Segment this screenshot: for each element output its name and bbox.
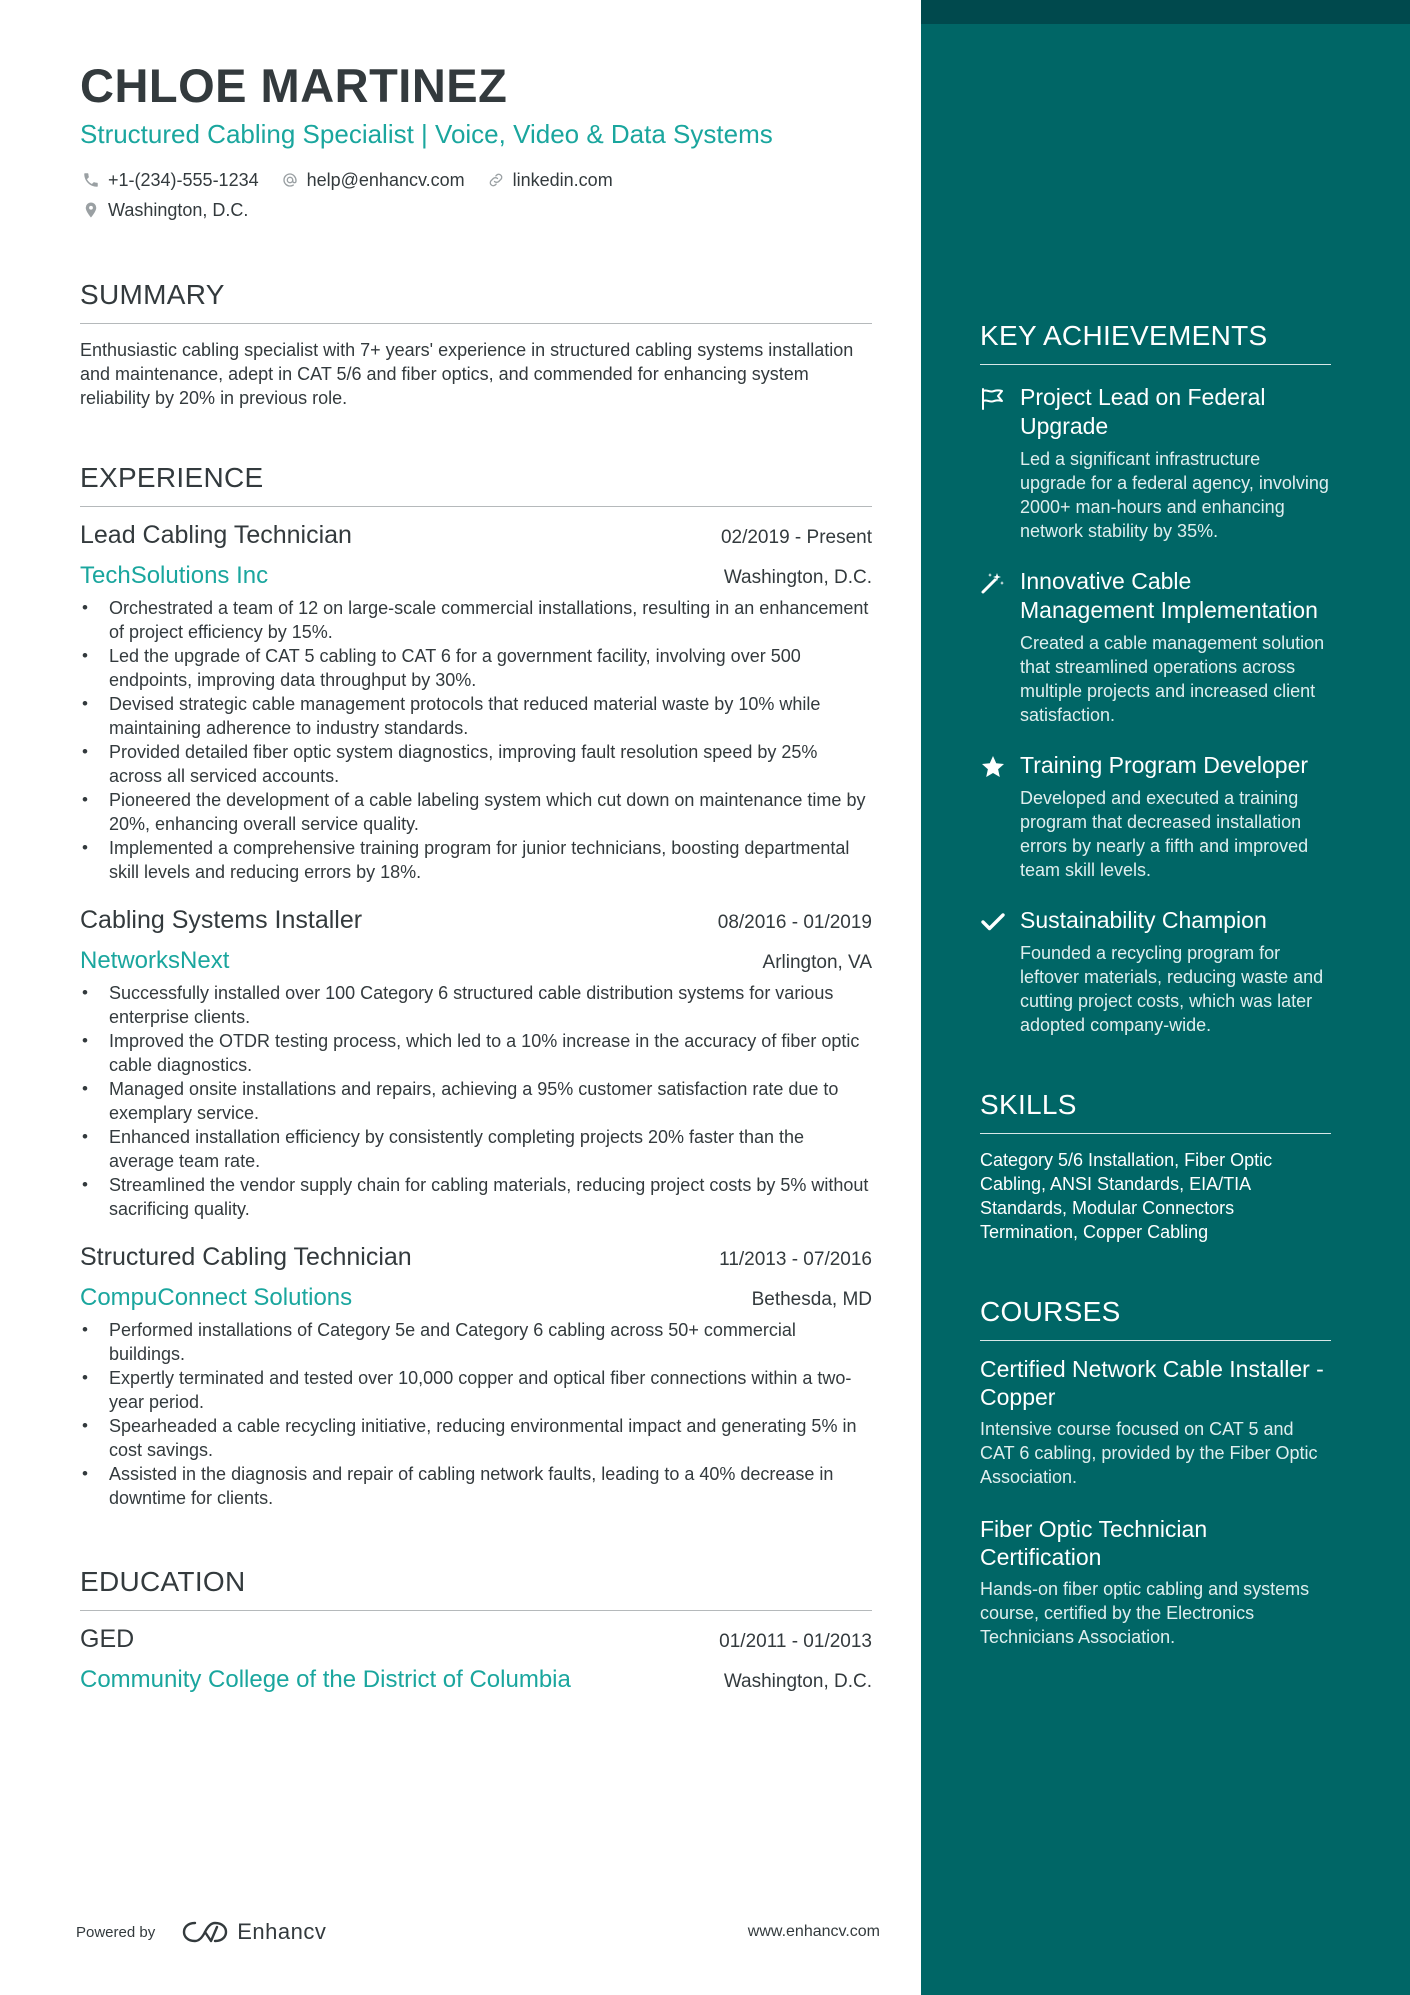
experience-section [80, 462, 872, 1510]
skills-text: Category 5/6 Installation, Fiber Optic Cabling, ANSI Standards, EIA/TIA Standards, Modular Connectors Termination, Copper Cabling [980, 1150, 1273, 1242]
job-bullet: • Assisted in the diagnosis and repair of cabling network faults, leading to a 40% decrease in downtime for clients. [80, 1462, 872, 1510]
enhancv-brand: Enhancv [237, 1919, 327, 1944]
location-pin-icon [80, 199, 102, 221]
course-title: Fiber Optic Technician Certification [980, 1516, 1208, 1570]
achievements-section [980, 320, 1331, 1037]
contact-phone [80, 169, 259, 191]
link-text: linkedin.com [512, 169, 613, 190]
candidate-name: CHLOE MARTINEZ [80, 59, 508, 112]
contact-info [80, 165, 872, 225]
job-bullet: • Enhanced installation efficiency by consistently completing projects 20% faster than the average team rate. [80, 1125, 872, 1173]
achievement-desc: Founded a recycling program for leftover materials, reducing waste and cutting project costs, which was later adopted company-wide. [1020, 943, 1324, 1035]
summary-heading: SUMMARY [80, 279, 872, 324]
job-company: TechSolutions Inc [80, 562, 269, 590]
job-role: Cabling Systems Installer [80, 906, 363, 935]
education-school: Community College of the District of Columbia [80, 1666, 571, 1694]
job-bullet: • Orchestrated a team of 12 on large-scale commercial installations, resulting in an enhancement of project efficiency by 15%. [80, 596, 872, 644]
job-bullet: • Managed onsite installations and repairs, achieving a 95% customer satisfaction rate due to exemplary service. [80, 1077, 872, 1125]
job-location: Arlington, VA [762, 952, 872, 974]
contact-email[interactable] [279, 169, 465, 191]
job-company: NetworksNext [80, 947, 230, 975]
contact-link[interactable] [485, 169, 613, 191]
job-role: Lead Cabling Technician [80, 521, 352, 550]
job-bullet: • Successfully installed over 100 Category 6 structured cable distribution systems for various enterprise clients. [80, 981, 872, 1029]
course-desc: Intensive course focused on CAT 5 and CAT 6 cabling, provided by the Fiber Optic Association. [980, 1419, 1318, 1487]
website-link[interactable]: www.enhancv.com [747, 1923, 880, 1940]
courses-section [980, 1296, 1331, 1649]
phone-text: +1-(234)-555-1234 [108, 169, 259, 190]
candidate-headline: Structured Cabling Specialist | Voice, Video & Data Systems [80, 119, 773, 150]
sidebar-top-band [921, 0, 1410, 24]
star-icon [980, 751, 1020, 882]
footer [76, 1912, 880, 1952]
job-bullet: • Expertly terminated and tested over 10,000 copper and optical fiber connections within a two-year period. [80, 1366, 872, 1414]
enhancv-logo-icon [181, 1919, 229, 1945]
job-bullet: • Devised strategic cable management protocols that reduced material waste by 10% while maintaining adherence to industry standards. [80, 692, 872, 740]
experience-heading: EXPERIENCE [80, 462, 872, 507]
link-icon [485, 169, 507, 191]
education-degree: GED [80, 1625, 135, 1654]
job-bullet: • Performed installations of Category 5e and Category 6 cabling across 50+ commercial buildings. [80, 1318, 872, 1366]
achievements-heading: KEY ACHIEVEMENTS [980, 320, 1331, 365]
achievement-title: Sustainability Champion [1020, 907, 1267, 933]
course-item [980, 1515, 1331, 1649]
powered-by-text: Powered by [76, 1923, 156, 1941]
job-bullets [80, 596, 872, 884]
job-bullet: • Led the upgrade of CAT 5 cabling to CAT 6 for a government facility, involving over 500 endpoints, improving data throughput by 30%. [80, 644, 872, 692]
job-bullet: • Improved the OTDR testing process, which led to a 10% increase in the accuracy of fiber optic cable diagnostics. [80, 1029, 872, 1077]
achievement-item [980, 567, 1331, 727]
email-text: help@enhancv.com [306, 169, 465, 190]
enhancv-logo[interactable] [181, 1919, 326, 1945]
job-bullets [80, 1318, 872, 1510]
courses-heading: COURSES [980, 1296, 1331, 1341]
achievement-title: Innovative Cable Management Implementation [1020, 568, 1318, 623]
education-section [80, 1566, 872, 1694]
education-dates: 01/2011 - 01/2013 [719, 1631, 872, 1653]
skills-heading: SKILLS [980, 1089, 1331, 1134]
achievement-desc: Created a cable management solution that streamlined operations across multiple projects and increased client satisfaction. [1020, 633, 1325, 725]
course-item [980, 1355, 1331, 1489]
job-location: Washington, D.C. [723, 567, 872, 589]
main-column [80, 58, 872, 1694]
job-bullets [80, 981, 872, 1221]
phone-icon [80, 169, 102, 191]
sidebar-content [980, 320, 1331, 1649]
summary-section [80, 279, 872, 410]
job-entry [80, 906, 872, 1221]
achievement-desc: Developed and executed a training program that decreased installation errors by nearly a fifth and improved team skill levels. [1020, 788, 1309, 880]
location-text: Washington, D.C. [108, 199, 249, 220]
education-entry [80, 1625, 872, 1694]
job-bullet: • Pioneered the development of a cable labeling system which cut down on maintenance time by 20%, enhancing overall service quality. [80, 788, 872, 836]
checkmark-icon [980, 906, 1020, 1037]
achievement-desc: Led a significant infrastructure upgrade for a federal agency, involving 2000+ man-hours and enhancing network stability by 35%. [1020, 449, 1329, 541]
achievement-title: Project Lead on Federal Upgrade [1020, 384, 1266, 439]
flag-icon [980, 383, 1020, 543]
job-entry [80, 1243, 872, 1510]
job-bullet: • Implemented a comprehensive training program for junior technicians, boosting departmental skill levels and reducing errors by 18%. [80, 836, 872, 884]
job-dates: 11/2013 - 07/2016 [719, 1249, 872, 1271]
achievement-item [980, 383, 1331, 543]
job-dates: 02/2019 - Present [720, 527, 872, 549]
job-dates: 08/2016 - 01/2019 [717, 912, 872, 934]
skills-section [980, 1089, 1331, 1244]
powered-by [76, 1919, 326, 1945]
job-entry [80, 521, 872, 884]
course-title: Certified Network Cable Installer - Copper [980, 1356, 1324, 1410]
job-role: Structured Cabling Technician [80, 1243, 412, 1272]
sidebar [921, 0, 1410, 1995]
job-bullet: • Streamlined the vendor supply chain for cabling materials, reducing project costs by 5% without sacrificing quality. [80, 1173, 872, 1221]
course-desc: Hands-on fiber optic cabling and systems course, certified by the Electronics Technicians Association. [980, 1579, 1310, 1647]
achievement-item [980, 751, 1331, 882]
job-bullet: • Spearheaded a cable recycling initiative, reducing environmental impact and generating 5% in cost savings. [80, 1414, 872, 1462]
magic-wand-icon [980, 567, 1020, 727]
job-bullet: • Provided detailed fiber optic system diagnostics, improving fault resolution speed by 25% across all serviced accounts. [80, 740, 872, 788]
achievement-item [980, 906, 1331, 1037]
job-company: CompuConnect Solutions [80, 1284, 353, 1312]
education-location: Washington, D.C. [723, 1671, 872, 1693]
job-location: Bethesda, MD [751, 1289, 872, 1311]
achievement-title: Training Program Developer [1020, 752, 1309, 778]
at-icon [279, 169, 301, 191]
education-heading: EDUCATION [80, 1566, 872, 1611]
summary-text: Enthusiastic cabling specialist with 7+ years' experience in structured cabling systems installation and maintenance, adept in CAT 5/6 and fiber optics, and commended for enhancing system reliability by 20% in previous role. [80, 340, 854, 409]
contact-location [80, 199, 248, 221]
